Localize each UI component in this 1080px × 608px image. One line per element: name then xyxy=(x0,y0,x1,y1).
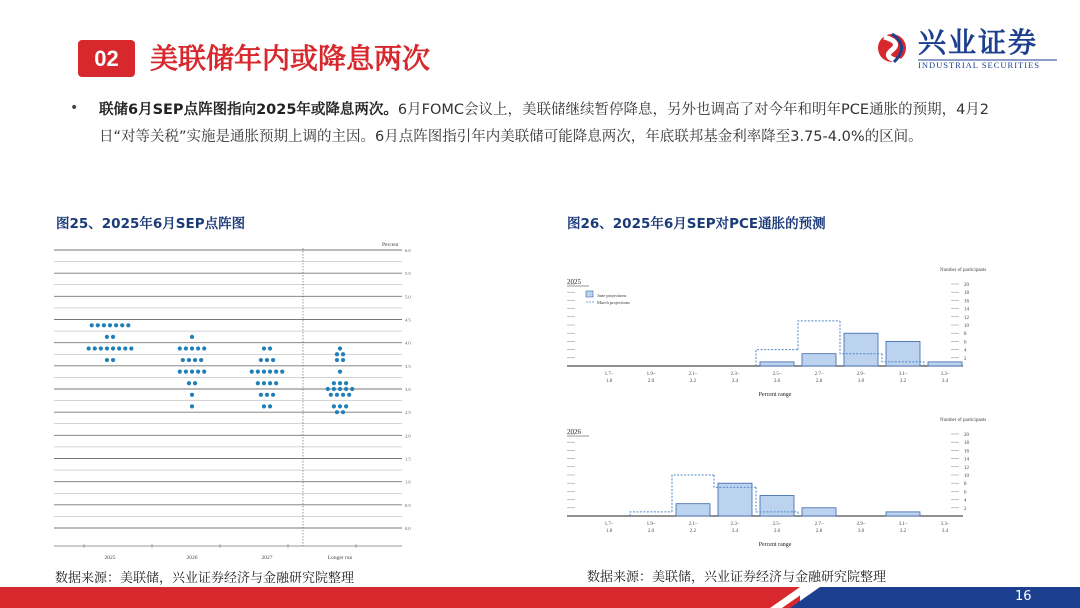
y-tick-label: 5.0 xyxy=(405,294,411,300)
dot-participant xyxy=(262,346,266,350)
dot-participant xyxy=(274,370,278,374)
pce-2025-histogram xyxy=(555,262,1005,402)
x-tick-label-low: 2.5– xyxy=(772,372,782,377)
x-category-label: Longer run xyxy=(327,555,353,561)
legend-june-swatch xyxy=(586,291,593,297)
y-tick-label: 4 xyxy=(964,498,967,504)
dot-participant xyxy=(114,323,118,327)
dot-participant xyxy=(190,404,194,408)
x-tick-label-low: 2.3– xyxy=(730,372,740,377)
y-tick-label: 3.5 xyxy=(405,363,411,369)
x-tick-label-high: 2.4 xyxy=(731,529,739,534)
y-tick-label: 6 xyxy=(964,340,967,346)
dot-participant xyxy=(190,346,194,350)
dot-participant xyxy=(196,370,200,374)
dot-participant xyxy=(344,387,348,391)
y-tick-label: 10 xyxy=(964,474,969,479)
june-projection-bar xyxy=(718,483,752,516)
x-tick-label-high: 1.8 xyxy=(605,379,613,384)
dot-participant xyxy=(105,346,109,350)
x-tick-label-high: 3.2 xyxy=(899,529,907,534)
dot-participant xyxy=(271,358,275,362)
logo-text-en: INDUSTRIAL SECURITIES xyxy=(918,60,1040,70)
x-tick-label-high: 2.8 xyxy=(815,379,823,384)
dot-participant xyxy=(341,393,345,397)
dot-participant xyxy=(262,381,266,385)
x-tick-label-high: 3.4 xyxy=(941,529,949,534)
y-tick-label: 2.0 xyxy=(405,433,411,439)
x-axis-label: Percent range xyxy=(758,392,792,398)
dot-participant xyxy=(259,358,263,362)
x-tick-label-low: 1.7– xyxy=(604,522,614,527)
dot-participant xyxy=(181,358,185,362)
x-tick-label-high: 2.4 xyxy=(731,379,739,384)
source-note-fig26: 数据来源：美联储，兴业证券经济与金融研究院整理 xyxy=(587,570,887,585)
dot-participant xyxy=(120,323,124,327)
x-tick-label-low: 2.9– xyxy=(856,522,866,527)
logo-text-cn: 兴业证券 xyxy=(918,26,1039,59)
y-tick-label: 1.5 xyxy=(405,456,411,462)
x-tick-label-high: 2.2 xyxy=(689,379,697,384)
dot-participant xyxy=(96,323,100,327)
dot-participant xyxy=(265,358,269,362)
dot-participant xyxy=(190,370,194,374)
footer-bar xyxy=(0,587,1080,608)
y-axis-label: Number of participants xyxy=(940,418,987,423)
dot-participant xyxy=(190,393,194,397)
y-axis-label: Percent xyxy=(382,242,399,248)
dot-participant xyxy=(193,381,197,385)
june-projection-bar xyxy=(928,362,962,366)
x-tick-label-high: 2.0 xyxy=(647,379,655,384)
legend-march-label: March projections xyxy=(597,300,630,305)
dot-participant xyxy=(268,370,272,374)
bullet-body: 6月FOMC会议上，美联储继续暂停降息，另外也调高了对今年和明年PCE通胀的预期，4月2日“对等关税”实施是通胀预期上调的主因。6月点阵图指引年内美联储可能降息两次，年底联邦基金利率降至3.75-4.0%的区间。 xyxy=(99,102,990,145)
panel-title: 2025 xyxy=(567,278,581,286)
y-tick-label: 0.0 xyxy=(405,526,411,531)
y-tick-label: 18 xyxy=(964,441,969,447)
dot-participant xyxy=(202,370,206,374)
y-tick-label: 20 xyxy=(964,433,969,438)
dot-participant xyxy=(332,381,336,385)
dot-plot-chart xyxy=(40,236,420,566)
x-tick-label-high: 3.0 xyxy=(857,379,865,384)
dot-participant xyxy=(344,404,348,408)
dot-participant xyxy=(338,346,342,350)
dot-participant xyxy=(111,358,115,362)
x-tick-label-high: 2.6 xyxy=(773,379,781,384)
dot-participant xyxy=(111,346,115,350)
x-tick-label-high: 1.8 xyxy=(605,529,613,534)
bullet-paragraph xyxy=(99,97,989,151)
y-tick-label: 14 xyxy=(964,307,969,313)
dot-participant xyxy=(87,346,91,350)
y-tick-label: 12 xyxy=(964,315,969,321)
dot-participant xyxy=(93,346,97,350)
x-tick-label-low: 2.7– xyxy=(814,372,824,377)
dot-participant xyxy=(117,346,121,350)
dot-participant xyxy=(259,393,263,397)
x-tick-label-low: 1.9– xyxy=(646,372,656,377)
dot-participant xyxy=(99,346,103,350)
dot-participant xyxy=(105,335,109,339)
dot-participant xyxy=(341,410,345,414)
june-projection-bar xyxy=(802,354,836,366)
dot-participant xyxy=(335,393,339,397)
y-tick-label: 18 xyxy=(964,291,969,297)
x-tick-label-high: 2.6 xyxy=(773,529,781,534)
june-projection-bar xyxy=(760,496,794,517)
june-projection-bar xyxy=(886,512,920,516)
y-tick-label: 6 xyxy=(964,490,967,496)
dot-participant xyxy=(268,404,272,408)
bullet-bold-lead: 联储6月SEP点阵图指向2025年或降息两次。 xyxy=(99,102,398,118)
dot-participant xyxy=(338,404,342,408)
panel-title: 2026 xyxy=(567,428,581,436)
dot-participant xyxy=(268,346,272,350)
dot-participant xyxy=(90,323,94,327)
bullet-icon: • xyxy=(70,100,79,116)
dot-participant xyxy=(126,323,130,327)
dot-participant xyxy=(265,393,269,397)
dot-participant xyxy=(129,346,133,350)
y-tick-label: 4.0 xyxy=(405,340,411,346)
dot-participant xyxy=(338,387,342,391)
dot-participant xyxy=(178,346,182,350)
dot-participant xyxy=(123,346,127,350)
dot-participant xyxy=(338,370,342,374)
y-tick-label: 0.5 xyxy=(405,502,411,508)
dot-participant xyxy=(332,404,336,408)
y-tick-label: 4.5 xyxy=(405,317,411,323)
x-tick-label-high: 3.4 xyxy=(941,379,949,384)
y-tick-label: 2 xyxy=(964,356,967,362)
dot-participant xyxy=(178,370,182,374)
dot-participant xyxy=(202,346,206,350)
x-tick-label-low: 2.1– xyxy=(688,372,698,377)
dot-participant xyxy=(347,393,351,397)
x-tick-label-low: 2.5– xyxy=(772,522,782,527)
dot-participant xyxy=(329,393,333,397)
june-projection-bar xyxy=(760,362,794,366)
y-tick-label: 12 xyxy=(964,465,969,471)
x-tick-label-low: 3.1– xyxy=(898,372,908,377)
y-tick-label: 1.0 xyxy=(405,479,411,485)
figure-26-title: 图26、2025年6月SEP对PCE通胀的预测 xyxy=(567,216,826,232)
dot-participant xyxy=(193,358,197,362)
dot-participant xyxy=(184,346,188,350)
y-axis-label: Number of participants xyxy=(940,268,987,273)
x-tick-label-low: 2.9– xyxy=(856,372,866,377)
x-tick-label-high: 2.0 xyxy=(647,529,655,534)
dot-participant xyxy=(350,387,354,391)
dot-participant xyxy=(335,352,339,356)
dot-participant xyxy=(274,381,278,385)
dot-participant xyxy=(326,387,330,391)
x-category-label: 2025 xyxy=(104,555,116,561)
dot-participant xyxy=(341,352,345,356)
june-projection-bar xyxy=(802,508,836,516)
june-projection-bar xyxy=(676,504,710,516)
dot-participant xyxy=(332,387,336,391)
dot-participant xyxy=(262,370,266,374)
x-tick-label-high: 3.0 xyxy=(857,529,865,534)
y-tick-label: 20 xyxy=(964,283,969,288)
dot-participant xyxy=(256,370,260,374)
june-projection-bar xyxy=(844,333,878,366)
dot-participant xyxy=(196,346,200,350)
dot-participant xyxy=(271,393,275,397)
x-tick-label-low: 1.9– xyxy=(646,522,656,527)
dot-participant xyxy=(187,381,191,385)
dot-participant xyxy=(111,335,115,339)
dot-participant xyxy=(268,381,272,385)
dot-participant xyxy=(102,323,106,327)
y-tick-label: 4 xyxy=(964,348,967,354)
y-tick-label: 2 xyxy=(964,506,967,512)
y-tick-label: 8 xyxy=(964,482,967,488)
dot-participant xyxy=(338,381,342,385)
y-tick-label: 3.0 xyxy=(405,387,411,392)
dot-participant xyxy=(335,410,339,414)
x-tick-label-high: 2.2 xyxy=(689,529,697,534)
y-tick-label: 10 xyxy=(964,324,969,329)
dot-participant xyxy=(250,370,254,374)
dot-participant xyxy=(187,358,191,362)
y-tick-label: 6.0 xyxy=(405,248,411,253)
x-tick-label-high: 3.2 xyxy=(899,379,907,384)
dot-participant xyxy=(199,358,203,362)
x-tick-label-low: 2.7– xyxy=(814,522,824,527)
x-tick-label-low: 1.7– xyxy=(604,372,614,377)
x-tick-label-low: 3.1– xyxy=(898,522,908,527)
x-category-label: 2027 xyxy=(261,555,273,561)
dot-participant xyxy=(262,404,266,408)
x-tick-label-low: 2.3– xyxy=(730,522,740,527)
section-title: 美联储年内或降息两次 xyxy=(150,42,431,75)
x-tick-label-high: 2.8 xyxy=(815,529,823,534)
dot-participant xyxy=(280,370,284,374)
y-tick-label: 2.5 xyxy=(405,410,411,416)
legend-june-label: June projections xyxy=(597,293,627,298)
section-number-badge: 02 xyxy=(78,40,135,77)
source-note-fig25: 数据来源：美联储，兴业证券经济与金融研究院整理 xyxy=(55,571,355,586)
x-tick-label-low: 3.3– xyxy=(940,522,950,527)
dot-participant xyxy=(341,358,345,362)
y-tick-label: 5.5 xyxy=(405,271,411,277)
y-tick-label: 16 xyxy=(964,449,969,455)
dot-participant xyxy=(344,381,348,385)
dot-participant xyxy=(190,335,194,339)
x-axis-label: Percent range xyxy=(758,542,792,548)
y-tick-label: 16 xyxy=(964,299,969,305)
y-tick-label: 14 xyxy=(964,457,969,463)
dot-participant xyxy=(335,358,339,362)
pce-2026-histogram xyxy=(555,412,1005,552)
dot-participant xyxy=(184,370,188,374)
x-category-label: 2026 xyxy=(186,555,198,561)
dot-participant xyxy=(105,358,109,362)
x-tick-label-low: 3.3– xyxy=(940,372,950,377)
dot-participant xyxy=(256,381,260,385)
page-number: 16 xyxy=(1015,589,1032,604)
y-tick-label: 8 xyxy=(964,332,967,338)
x-tick-label-low: 2.1– xyxy=(688,522,698,527)
dot-participant xyxy=(108,323,112,327)
figure-25-title: 图25、2025年6月SEP点阵图 xyxy=(56,216,246,232)
